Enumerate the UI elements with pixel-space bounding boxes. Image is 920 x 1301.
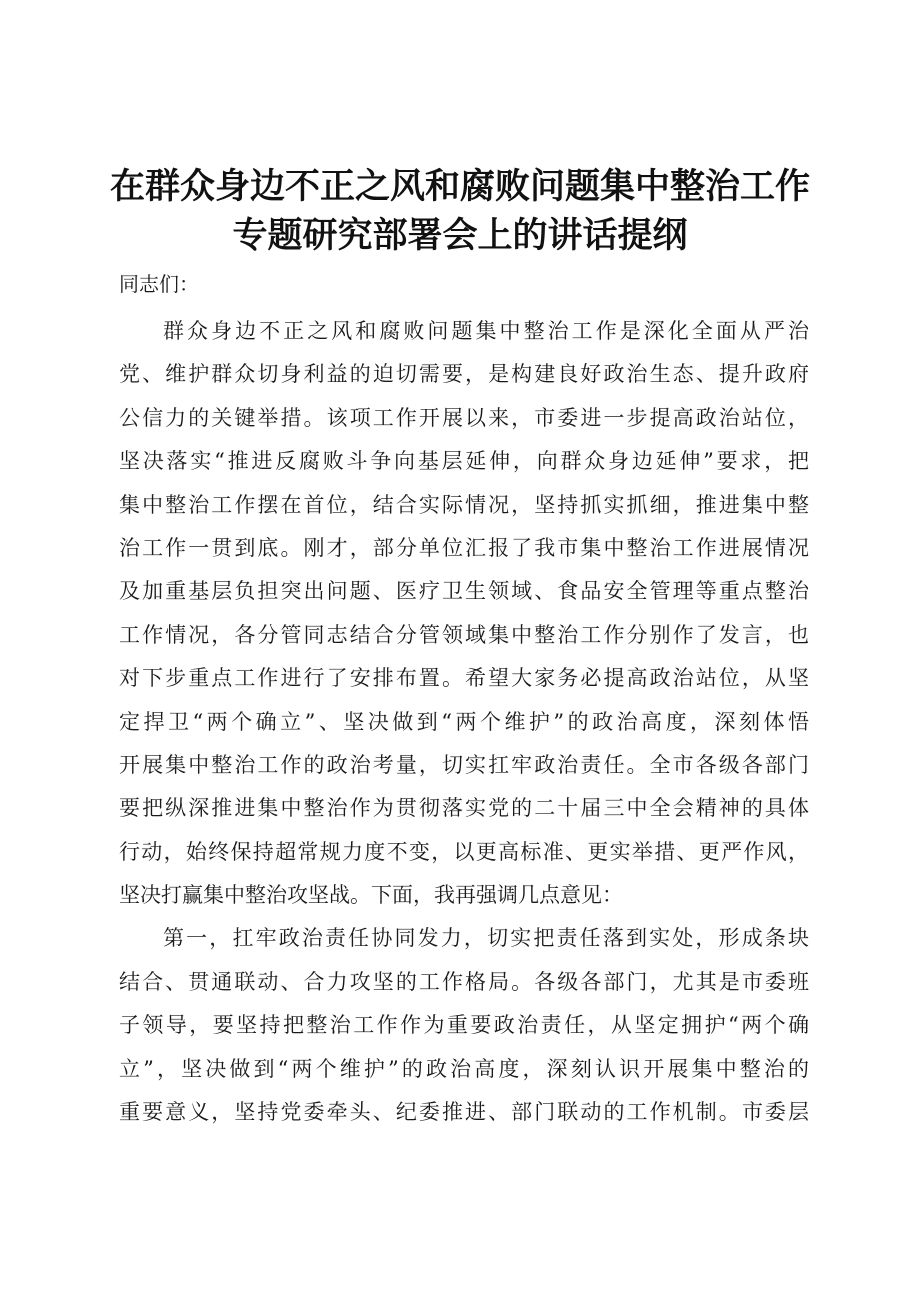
paragraph-line: 开展集中整治工作的政治考量，切实扛牢政治责任。全市各级各部门 [119,752,809,777]
paragraph-line: 重要意义，坚持党委牵头、纪委推进、部门联动的工作机制。市委层 [119,1100,809,1125]
paragraph-line: 子领导，要坚持把整治工作作为重要政治责任，从坚定拥护“两个确 [119,1013,809,1038]
paragraph-line: 行动，始终保持超常规力度不变，以更高标准、更实举措、更严作风， [119,839,809,864]
salutation: 同志们： [119,272,199,296]
document-title-line-2: 专题研究部署会上的讲话提纲 [232,216,688,256]
document-title-line-1: 在群众身边不正之风和腐败问题集中整治工作 [109,167,810,207]
paragraph-line: 定捍卫“两个确立”、坚决做到“两个维护”的政治高度，深刻体悟 [119,709,809,734]
paragraph-line: 及加重基层负担突出问题、医疗卫生领域、食品安全管理等重点整治 [119,579,809,604]
paragraph-line: 对下步重点工作进行了安排布置。希望大家务必提高政治站位，从坚 [119,666,809,691]
paragraph-line: 结合、贯通联动、合力攻坚的工作格局。各级各部门，尤其是市委班 [119,969,809,994]
paragraph-line: 党、维护群众切身利益的迫切需要，是构建良好政治生态、提升政府 [119,362,809,387]
paragraph-line: 集中整治工作摆在首位，结合实际情况，坚持抓实抓细，推进集中整 [119,492,809,517]
paragraph-line: 坚决打赢集中整治攻坚战。下面，我再强调几点意见： [119,883,623,908]
speech-body [119,310,809,1134]
paragraph-line: 要把纵深推进集中整治作为贯彻落实党的二十届三中全会精神的具体 [119,796,809,821]
paragraph-line: 群众身边不正之风和腐败问题集中整治工作是深化全面从严治 [163,319,809,343]
paragraph-line: 第一，扛牢政治责任协同发力，切实把责任落到实处，形成条块 [163,926,809,951]
paragraph-line: 公信力的关键举措。该项工作开展以来，市委进一步提高政治站位， [119,405,809,430]
paragraph-line: 治工作一贯到底。刚才，部分单位汇报了我市集中整治工作进展情况 [119,535,809,560]
paragraph-line: 立”，坚决做到“两个维护”的政治高度，深刻认识开展集中整治的 [119,1056,809,1081]
paragraph-line: 坚决落实“推进反腐败斗争向基层延伸，向群众身边延伸”要求，把 [119,449,809,474]
paragraph-line: 工作情况，各分管同志结合分管领域集中整治工作分别作了发言，也 [119,622,809,647]
